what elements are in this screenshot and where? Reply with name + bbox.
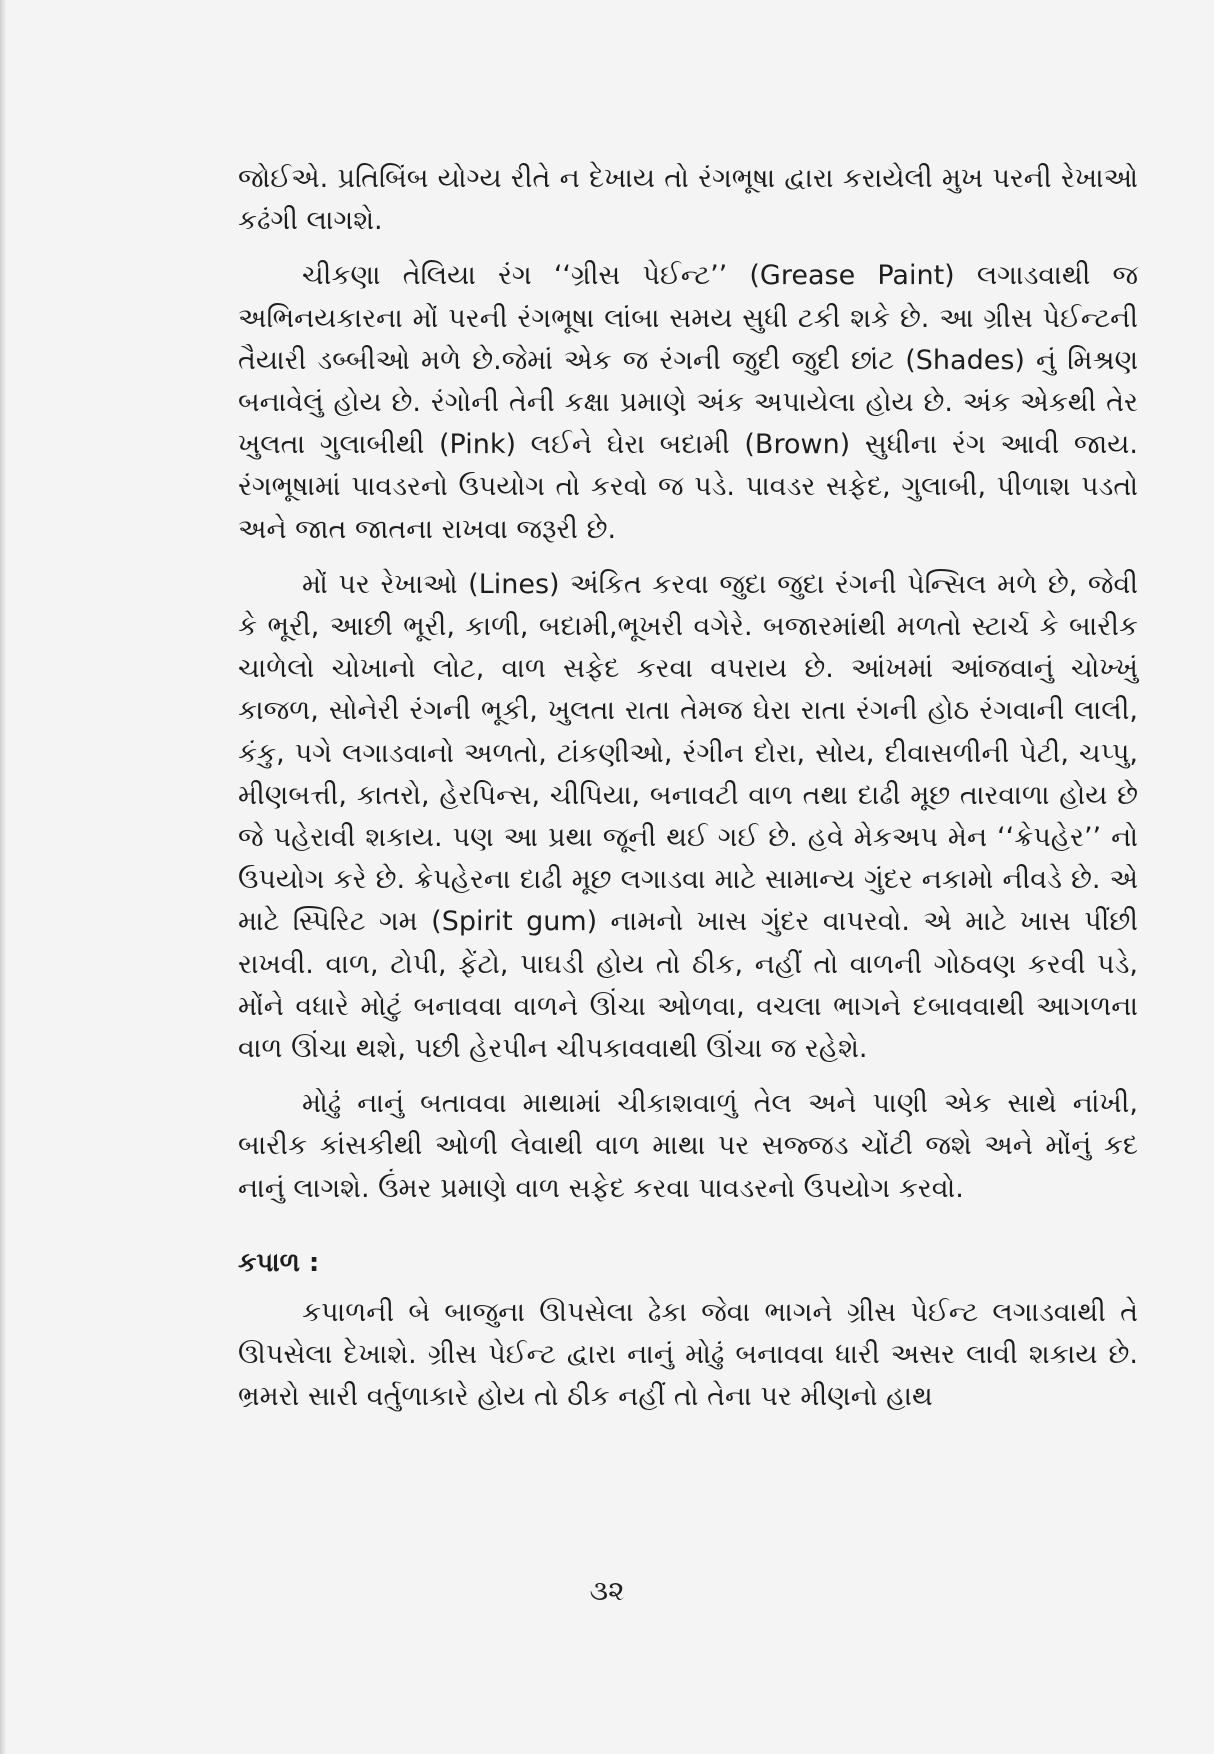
paragraph-forehead: કપાળની બે બાજુના ઊપસેલા ઢેકા જેવા ભાગને ગ્રીસ પેઈન્ટ લગાડવાથી તે ઊપસેલા દેખાશે. ગ્રીસ પેઈન્ટ દ્વારા નાનું મોઢું બનાવવા ધારી અસર લાવી શકાય છે. ભ્રમરો સારી વર્તુળાકારે હોય તો ઠીક નહીં તો તેના પર મીણનો હાથ: [238, 1296, 1138, 1413]
paragraph-lines-materials: મોં પર રેખાઓ (Lines) અંકિત કરવા જુદા જુદા રંગની પેન્સિલ મળે છે, જેવી કે ભૂરી, આછી ભૂરી, કાળી, બદામી,ભૂખરી વગેરે. બજારમાંથી મળતો સ્ટાર્ચ કે બારીક ચાળેલો ચોખાનો લોટ, વાળ સફેદ કરવા વપરાય છે. આંખમાં આંજવાનું ચોખ્ખું કાજળ, સોનેરી રંગની ભૂકી, ખુલતા રાતા તેમજ ઘેરા રાતા રંગની હોઠ રંગવાની લાલી, કંકુ, પગે લગાડવાનો અળતો, ટાંકણીઓ, રંગીન દોરા, સોય, દીવાસળીની પેટી, ચપ્પુ, મીણબત્તી, કાતરો, હેરપિન્સ, ચીપિયા, બનાવટી વાળ તથા દાઢી મૂછ તારવાળા હોય છે જે પહેરાવી શકાય. પણ આ પ્રથા જૂની થઈ ગઈ છે. હવે મેકઅપ મેન ‘‘ક્રેપહેર’’ નો ઉપયોગ કરે છે. ક્રેપહેરના દાઢી મૂછ લગાડવા માટે સામાન્ય ગુંદર નકામો નીવડે છે. એ માટે સ્પિરિટ ગમ (Spirit gum) નામનો ખાસ ગુંદર વાપરવો. એ માટે ખાસ પીંછી રાખવી. વાળ, ટોપી, ફેંટો, પાઘડી હોય તો ઠીક, નહીં તો વાળની ગોઠવણ કરવી પડે, મોંને વધારે મોટું બનાવવા વાળને ઊંચા ઓળવા, વચલા ભાગને દબાવવાથી આગળના વાળ ઊંચા થશે, પછી હેરપીન ચીપકાવવાથી ઊંચા જ રહેશે.: [238, 568, 1138, 1065]
paragraph-grease-paint: ચીકણા તેલિયા રંગ ‘‘ગ્રીસ પેઈન્ટ’’ (Grease Paint) લગાડવાથી જ અભિનયકારના મોં પરની રંગભૂષા લાંબા સમય સુધી ટકી શકે છે. આ ગ્રીસ પેઈન્ટની તૈયારી ડબ્બીઓ મળે છે.જેમાં એક જ રંગની જુદી જુદી છાંટ (Shades) નું મિશ્રણ બનાવેલું હોય છે. રંગોની તેની કક્ષા પ્રમાણે અંક અપાયેલા હોય છે. અંક એકથી તેર ખુલતા ગુલાબીથી (Pink) લઈને ઘેરા બદામી (Brown) સુધીના રંગ આવી જાય. રંગભૂષામાં પાવડરનો ઉપયોગ તો કરવો જ પડે. પાવડર સફેદ, ગુલાબી, પીળાશ પડતો અને જાત જાતના રાખવા જરૂરી છે.: [238, 260, 1138, 545]
page-body: [238, 158, 1138, 1431]
section-heading-forehead: કપાળ :: [238, 1247, 320, 1278]
paragraph-continuation: જોઈએ. પ્રતિબિંબ યોગ્ય રીતે ન દેખાય તો રંગભૂષા દ્વારા કરાયેલી મુખ પરની રેખાઓ કઢંગી લાગશે.: [238, 163, 1138, 237]
page-edge-shadow: [0, 0, 6, 1754]
paragraph-small-face: મોઢું નાનું બતાવવા માથામાં ચીકાશવાળું તેલ અને પાણી એક સાથે નાંખી, બારીક કાંસકીથી ઓળી લેવાથી વાળ માથા પર સજ્જડ ચોંટી જશે અને મોંનું કદ નાનું લાગશે. ઉંમર પ્રમાણે વાળ સફેદ કરવા પાવડરનો ઉપયોગ કરવો.: [238, 1088, 1138, 1204]
page-number: ૩૨: [589, 1574, 625, 1607]
